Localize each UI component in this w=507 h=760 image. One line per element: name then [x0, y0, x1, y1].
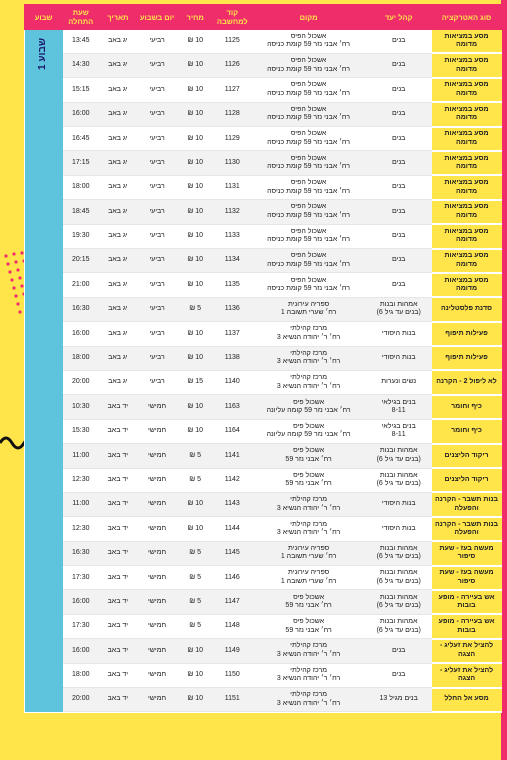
date-cell: יג באב	[99, 200, 137, 224]
start-time-cell: 17:30	[63, 614, 99, 638]
weekday-cell: חמישי	[137, 590, 177, 614]
attraction-type-cell: ריקוד הליצנים	[432, 444, 502, 468]
table-row	[25, 566, 502, 590]
header-row	[25, 5, 502, 30]
attraction-type-cell: בנות תשבר - הקרנה והפעלה	[432, 492, 502, 516]
attraction-type-cell: להציל את זעליג - הצגה	[432, 639, 502, 663]
code-cell: 1146	[213, 566, 251, 590]
attraction-type-cell: מסע במציאות מדומה	[432, 224, 502, 248]
audience-cell: בנים	[366, 30, 432, 54]
start-time-cell: 11:00	[63, 444, 99, 468]
weekday-cell: חמישי	[137, 492, 177, 516]
weekday-cell: חמישי	[137, 688, 177, 712]
audience-cell: אמהות ובנות (בנים עד גיל 6)	[366, 590, 432, 614]
code-cell: 1147	[213, 590, 251, 614]
start-time-cell: 18:45	[63, 200, 99, 224]
audience-cell: אמהות ובנות (בנים עד גיל 6)	[366, 468, 432, 492]
audience-cell: בנות היסודי	[366, 517, 432, 541]
table-row	[25, 444, 502, 468]
start-time-cell: 11:00	[63, 492, 99, 516]
code-cell: 1134	[213, 249, 251, 273]
code-cell: 1145	[213, 541, 251, 565]
location-cell: ספריה עירונית רח׳ שערי תשובה 1	[251, 566, 365, 590]
start-time-cell: 17:15	[63, 151, 99, 175]
attraction-type-cell: פעילות תיפוף	[432, 322, 502, 346]
code-cell: 1136	[213, 297, 251, 321]
table-row	[25, 590, 502, 614]
location-cell: אשכול הפיס רח׳ אבני נזר 59 קומת כניסה	[251, 175, 365, 199]
table-row	[25, 419, 502, 443]
date-cell: יג באב	[99, 249, 137, 273]
start-time-cell: 14:30	[63, 53, 99, 77]
start-time-cell: 12:30	[63, 468, 99, 492]
code-cell: 1140	[213, 370, 251, 394]
weekday-cell: רביעי	[137, 200, 177, 224]
location-cell: אשכול הפיס רח׳ אבני נזר 59 קומת כניסה	[251, 102, 365, 126]
audience-cell: בנים מגיל 13	[366, 688, 432, 712]
table-row	[25, 151, 502, 175]
date-cell: יג באב	[99, 175, 137, 199]
start-time-cell: 16:00	[63, 639, 99, 663]
column-header: יום בשבוע	[137, 5, 177, 30]
location-cell: אשכול הפיס רח׳ אבני נזר 59 קומת כניסה	[251, 127, 365, 151]
date-cell: יג באב	[99, 151, 137, 175]
attraction-type-cell: כיף וחומר	[432, 395, 502, 419]
location-cell: אשכול הפיס רח׳ אבני נזר 59 קומת כניסה	[251, 200, 365, 224]
code-cell: 1127	[213, 78, 251, 102]
table-row	[25, 614, 502, 638]
audience-cell: בנים	[366, 53, 432, 77]
table-row	[25, 127, 502, 151]
audience-cell: נשים ונערות	[366, 370, 432, 394]
location-cell: מרכז קהילתי רח׳ ר׳ יהודה הנשיא 3	[251, 688, 365, 712]
code-cell: 1133	[213, 224, 251, 248]
location-cell: אשכול הפיס רח׳ אבני נזר 59 קומת כניסה	[251, 30, 365, 54]
audience-cell: אמהות ובנות (בנים עד גיל 6)	[366, 297, 432, 321]
table-row	[25, 639, 502, 663]
table-row	[25, 541, 502, 565]
audience-cell: בנות היסודי	[366, 346, 432, 370]
location-cell: אשכול הפיס רח׳ אבני נזר 59 קומת כניסה	[251, 53, 365, 77]
weekday-cell: חמישי	[137, 444, 177, 468]
date-cell: יג באב	[99, 30, 137, 54]
location-cell: ספריה עירונית רח׳ שערי תשובה 1	[251, 541, 365, 565]
location-cell: אשכול הפיס רח׳ אבני נזר 59 קומת כניסה	[251, 78, 365, 102]
weekday-cell: רביעי	[137, 297, 177, 321]
audience-cell: בנים	[366, 639, 432, 663]
attraction-type-cell: מסע במציאות מדומה	[432, 151, 502, 175]
start-time-cell: 17:30	[63, 566, 99, 590]
start-time-cell: 15:30	[63, 419, 99, 443]
location-cell: ספריה עירונית רח׳ שערי תשובה 1	[251, 297, 365, 321]
location-cell: מרכז קהילתי רח׳ ר׳ יהודה הנשיא 3	[251, 639, 365, 663]
attraction-type-cell: מסע במציאות מדומה	[432, 249, 502, 273]
price-cell: 10 ₪	[177, 78, 213, 102]
price-cell: 15 ₪	[177, 370, 213, 394]
start-time-cell: 16:45	[63, 127, 99, 151]
audience-cell: אמהות ובנות (בנים עד גיל 6)	[366, 566, 432, 590]
column-header: תאריך	[99, 5, 137, 30]
date-cell: יד באב	[99, 614, 137, 638]
attraction-type-cell: מעשה בעז - שעת סיפור	[432, 541, 502, 565]
code-cell: 1149	[213, 639, 251, 663]
attraction-type-cell: מסע אל החלל	[432, 688, 502, 712]
weekday-cell: רביעי	[137, 370, 177, 394]
audience-cell: בנים	[366, 151, 432, 175]
attraction-type-cell: מסע במציאות מדומה	[432, 102, 502, 126]
price-cell: 10 ₪	[177, 224, 213, 248]
code-cell: 1132	[213, 200, 251, 224]
weekday-cell: חמישי	[137, 419, 177, 443]
code-cell: 1137	[213, 322, 251, 346]
audience-cell: אמהות ובנות (בנים עד גיל 6)	[366, 614, 432, 638]
code-cell: 1142	[213, 468, 251, 492]
weekday-cell: רביעי	[137, 102, 177, 126]
weekday-cell: רביעי	[137, 322, 177, 346]
audience-cell: בנים	[366, 224, 432, 248]
start-time-cell: 21:00	[63, 273, 99, 297]
week-label: שבוע 1	[37, 38, 49, 70]
table-row	[25, 663, 502, 687]
start-time-cell: 10:30	[63, 395, 99, 419]
date-cell: יד באב	[99, 663, 137, 687]
code-cell: 1141	[213, 444, 251, 468]
location-cell: אשכול פיס רח׳ אבני נזר 59	[251, 444, 365, 468]
price-cell: 10 ₪	[177, 419, 213, 443]
attraction-type-cell: מסע במציאות מדומה	[432, 175, 502, 199]
attraction-type-cell: אש בעיירה - מופע בובות	[432, 590, 502, 614]
attraction-type-cell: בנות תשבר - הקרנה והפעלה	[432, 517, 502, 541]
audience-cell: בנים	[366, 663, 432, 687]
price-cell: 10 ₪	[177, 322, 213, 346]
audience-cell: בנים	[366, 273, 432, 297]
audience-cell: בנים	[366, 127, 432, 151]
audience-cell: בנים	[366, 200, 432, 224]
table-row	[25, 517, 502, 541]
table-row	[25, 224, 502, 248]
weekday-cell: רביעי	[137, 224, 177, 248]
column-header: סוג האטרקציה	[432, 5, 502, 30]
price-cell: 10 ₪	[177, 102, 213, 126]
table-row	[25, 53, 502, 77]
week-cell	[25, 30, 63, 712]
weekday-cell: רביעי	[137, 30, 177, 54]
date-cell: יד באב	[99, 541, 137, 565]
price-cell: 10 ₪	[177, 200, 213, 224]
weekday-cell: חמישי	[137, 663, 177, 687]
location-cell: מרכז קהילתי רח׳ ר׳ יהודה הנשיא 3	[251, 346, 365, 370]
start-time-cell: 16:00	[63, 322, 99, 346]
date-cell: יד באב	[99, 492, 137, 516]
start-time-cell: 16:30	[63, 297, 99, 321]
price-cell: 5 ₪	[177, 468, 213, 492]
weekday-cell: חמישי	[137, 541, 177, 565]
weekday-cell: חמישי	[137, 614, 177, 638]
code-cell: 1126	[213, 53, 251, 77]
attraction-type-cell: לא ליפול 2 - הקרנה	[432, 370, 502, 394]
weekday-cell: רביעי	[137, 175, 177, 199]
price-cell: 10 ₪	[177, 663, 213, 687]
code-cell: 1125	[213, 30, 251, 54]
schedule-table	[24, 4, 502, 713]
date-cell: יד באב	[99, 419, 137, 443]
date-cell: יד באב	[99, 517, 137, 541]
table-row	[25, 346, 502, 370]
weekday-cell: רביעי	[137, 273, 177, 297]
date-cell: יג באב	[99, 224, 137, 248]
start-time-cell: 20:15	[63, 249, 99, 273]
price-cell: 10 ₪	[177, 517, 213, 541]
price-cell: 10 ₪	[177, 688, 213, 712]
table-body	[25, 30, 502, 712]
column-header: קהל יעד	[366, 5, 432, 30]
date-cell: יג באב	[99, 370, 137, 394]
price-cell: 10 ₪	[177, 249, 213, 273]
date-cell: יג באב	[99, 78, 137, 102]
price-cell: 5 ₪	[177, 444, 213, 468]
left-yellow-margin	[0, 0, 22, 760]
table-row	[25, 249, 502, 273]
weekday-cell: רביעי	[137, 249, 177, 273]
location-cell: אשכול פיס רח׳ אבני נזר 59	[251, 614, 365, 638]
location-cell: אשכול הפיס רח׳ אבני נזר 59 קומת כניסה	[251, 273, 365, 297]
weekday-cell: רביעי	[137, 151, 177, 175]
weekday-cell: רביעי	[137, 346, 177, 370]
audience-cell: בנות היסודי	[366, 322, 432, 346]
audience-cell: בנים	[366, 102, 432, 126]
column-header: קוד למחשבה	[213, 5, 251, 30]
code-cell: 1148	[213, 614, 251, 638]
code-cell: 1163	[213, 395, 251, 419]
date-cell: יג באב	[99, 102, 137, 126]
audience-cell: בנים	[366, 78, 432, 102]
table-row	[25, 468, 502, 492]
price-cell: 10 ₪	[177, 127, 213, 151]
start-time-cell: 18:00	[63, 175, 99, 199]
code-cell: 1150	[213, 663, 251, 687]
table-row	[25, 322, 502, 346]
date-cell: יג באב	[99, 273, 137, 297]
location-cell: מרכז קהילתי רח׳ ר׳ יהודה הנשיא 3	[251, 517, 365, 541]
price-cell: 10 ₪	[177, 53, 213, 77]
start-time-cell: 20:00	[63, 370, 99, 394]
table-row	[25, 30, 502, 54]
code-cell: 1131	[213, 175, 251, 199]
start-time-cell: 18:00	[63, 663, 99, 687]
date-cell: יד באב	[99, 395, 137, 419]
price-cell: 10 ₪	[177, 492, 213, 516]
date-cell: יד באב	[99, 468, 137, 492]
table-row	[25, 200, 502, 224]
attraction-type-cell: מסע במציאות מדומה	[432, 30, 502, 54]
date-cell: יג באב	[99, 53, 137, 77]
attraction-type-cell: מסע במציאות מדומה	[432, 78, 502, 102]
attraction-type-cell: מסע במציאות מדומה	[432, 127, 502, 151]
column-header: שבוע	[25, 5, 63, 30]
audience-cell: בנים בגילאי 8-11	[366, 419, 432, 443]
audience-cell: בנים בגילאי 8-11	[366, 395, 432, 419]
weekday-cell: חמישי	[137, 517, 177, 541]
column-header: מקום	[251, 5, 365, 30]
attraction-type-cell: אש בעיירה - מופע בובות	[432, 614, 502, 638]
start-time-cell: 18:00	[63, 346, 99, 370]
location-cell: מרכז קהילתי רח׳ ר׳ יהודה הנשיא 3	[251, 663, 365, 687]
start-time-cell: 16:00	[63, 590, 99, 614]
attraction-type-cell: להציל את זעליג - הצגה	[432, 663, 502, 687]
audience-cell: בנות היסודי	[366, 492, 432, 516]
table-row	[25, 175, 502, 199]
price-cell: 10 ₪	[177, 273, 213, 297]
price-cell: 10 ₪	[177, 175, 213, 199]
attraction-type-cell: ריקוד הליצנים	[432, 468, 502, 492]
attraction-type-cell: פעילות תיפוף	[432, 346, 502, 370]
table-row	[25, 273, 502, 297]
attraction-type-cell: מסע במציאות מדומה	[432, 200, 502, 224]
date-cell: יג באב	[99, 297, 137, 321]
start-time-cell: 15:15	[63, 78, 99, 102]
table-row	[25, 688, 502, 712]
column-header: מחיר	[177, 5, 213, 30]
code-cell: 1128	[213, 102, 251, 126]
price-cell: 5 ₪	[177, 590, 213, 614]
audience-cell: בנים	[366, 249, 432, 273]
code-cell: 1135	[213, 273, 251, 297]
location-cell: אשכול פיס רח׳ אבני נזר 59 קומה עליונה	[251, 395, 365, 419]
code-cell: 1144	[213, 517, 251, 541]
location-cell: אשכול פיס רח׳ אבני נזר 59	[251, 468, 365, 492]
location-cell: אשכול פיס רח׳ אבני נזר 59	[251, 590, 365, 614]
code-cell: 1143	[213, 492, 251, 516]
price-cell: 10 ₪	[177, 346, 213, 370]
start-time-cell: 12:30	[63, 517, 99, 541]
price-cell: 5 ₪	[177, 614, 213, 638]
price-cell: 10 ₪	[177, 151, 213, 175]
start-time-cell: 16:00	[63, 102, 99, 126]
weekday-cell: חמישי	[137, 395, 177, 419]
code-cell: 1129	[213, 127, 251, 151]
price-cell: 5 ₪	[177, 566, 213, 590]
location-cell: אשכול הפיס רח׳ אבני נזר 59 קומת כניסה	[251, 151, 365, 175]
code-cell: 1130	[213, 151, 251, 175]
location-cell: מרכז קהילתי רח׳ ר׳ יהודה הנשיא 3	[251, 322, 365, 346]
audience-cell: בנים	[366, 175, 432, 199]
date-cell: יד באב	[99, 444, 137, 468]
location-cell: אשכול הפיס רח׳ אבני נזר 59 קומת כניסה	[251, 249, 365, 273]
table-row	[25, 395, 502, 419]
date-cell: יד באב	[99, 688, 137, 712]
table-row	[25, 492, 502, 516]
attraction-type-cell: מעשה בעז - שעת סיפור	[432, 566, 502, 590]
table-row	[25, 370, 502, 394]
price-cell: 5 ₪	[177, 541, 213, 565]
date-cell: יג באב	[99, 127, 137, 151]
column-header: שעת התחלה	[63, 5, 99, 30]
location-cell: מרכז קהילתי רח׳ ר׳ יהודה הנשיא 3	[251, 370, 365, 394]
date-cell: יג באב	[99, 322, 137, 346]
code-cell: 1151	[213, 688, 251, 712]
location-cell: אשכול פיס רח׳ אבני נזר 59 קומה עליונה	[251, 419, 365, 443]
date-cell: יג באב	[99, 346, 137, 370]
price-cell: 10 ₪	[177, 639, 213, 663]
price-cell: 10 ₪	[177, 395, 213, 419]
date-cell: יד באב	[99, 566, 137, 590]
location-cell: אשכול הפיס רח׳ אבני נזר 59 קומת כניסה	[251, 224, 365, 248]
code-cell: 1138	[213, 346, 251, 370]
date-cell: יד באב	[99, 590, 137, 614]
weekday-cell: חמישי	[137, 468, 177, 492]
attraction-type-cell: מסע במציאות מדומה	[432, 53, 502, 77]
price-cell: 10 ₪	[177, 30, 213, 54]
location-cell: מרכז קהילתי רח׳ ר׳ יהודה הנשיא 3	[251, 492, 365, 516]
table-row	[25, 297, 502, 321]
start-time-cell: 13:45	[63, 30, 99, 54]
weekday-cell: רביעי	[137, 127, 177, 151]
weekday-cell: חמישי	[137, 639, 177, 663]
start-time-cell: 19:30	[63, 224, 99, 248]
weekday-cell: חמישי	[137, 566, 177, 590]
weekday-cell: רביעי	[137, 53, 177, 77]
audience-cell: אמהות ובנות (בנים עד גיל 6)	[366, 444, 432, 468]
weekday-cell: רביעי	[137, 78, 177, 102]
table-row	[25, 78, 502, 102]
attraction-type-cell: סדנת פלסטלינה	[432, 297, 502, 321]
start-time-cell: 20:00	[63, 688, 99, 712]
attraction-type-cell: מסע במציאות מדומה	[432, 273, 502, 297]
date-cell: יד באב	[99, 639, 137, 663]
attraction-type-cell: כיף וחומר	[432, 419, 502, 443]
start-time-cell: 16:30	[63, 541, 99, 565]
audience-cell: אמהות ובנות (בנים עד גיל 6)	[366, 541, 432, 565]
table-row	[25, 102, 502, 126]
price-cell: 5 ₪	[177, 297, 213, 321]
code-cell: 1164	[213, 419, 251, 443]
